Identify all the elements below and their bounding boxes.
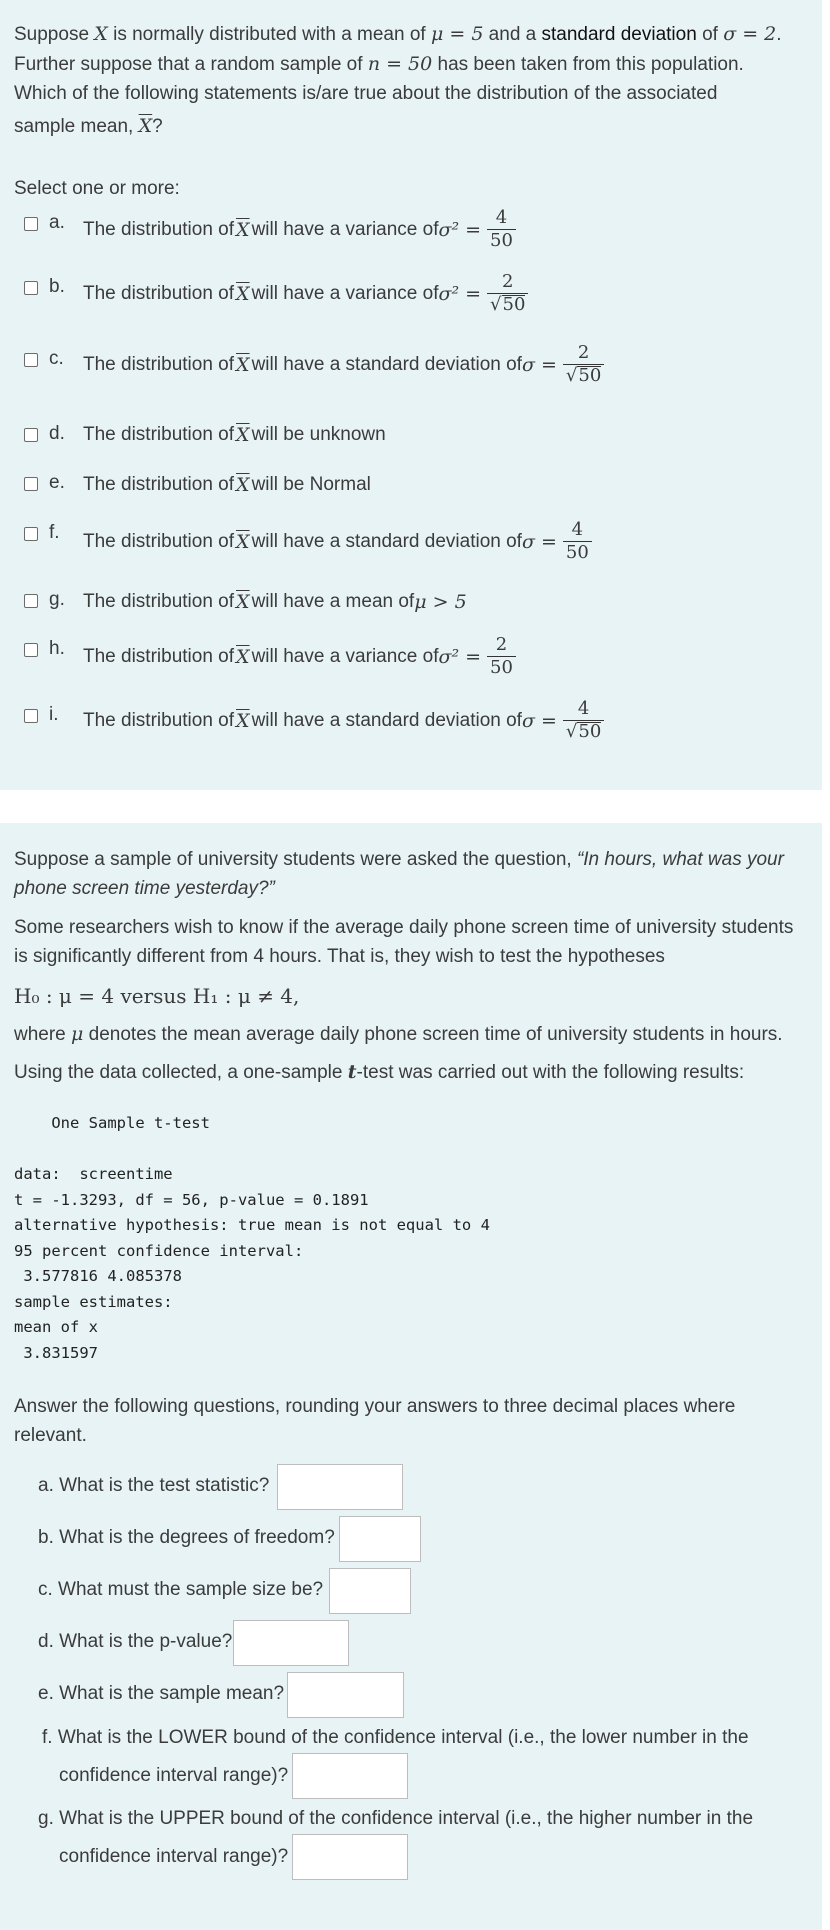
option-a-letter: a. (49, 212, 65, 233)
r-output-line: alternative hypothesis: true mean is not equal to 4 (14, 1216, 490, 1234)
part-e-label: e. What is the sample mean? (38, 1683, 285, 1704)
part-b-label: b. What is the degrees of freedom? (38, 1527, 335, 1548)
option-a-checkbox[interactable] (24, 217, 38, 231)
r-output-line: 95 percent confidence interval: (14, 1241, 304, 1260)
option-a-text[interactable]: The distribution of $\overline{X}$ will have a variance of σ² = $\frac{4}{50}$ (83, 207, 516, 252)
option-d-text[interactable]: The distribution of $\overline{X}$ will be unknown (83, 424, 386, 446)
part-c-label: c. What must the sample size be? (38, 1579, 324, 1600)
option-g-text[interactable]: The distribution of $\overline{X}$ will have a mean of μ > 5 (83, 591, 467, 613)
r-output-line: t = -1.3293, df = 56, p-value = 0.1891 (14, 1190, 369, 1209)
select-instruction: Select one or more: (14, 178, 180, 199)
question-2-para2-line-2: is significantly different from 4 hours. That is, they wish to test the hypotheses (14, 946, 665, 967)
question-1-card (0, 0, 822, 790)
sample-mean-input[interactable] (287, 1672, 404, 1718)
option-b-text[interactable]: The distribution of $\overline{X}$ will have a variance of σ² = $\frac{2}{√50}$ (83, 271, 528, 316)
question-2-intro-line-1: Suppose a sample of university students were asked the question, “In hours, what was your (14, 849, 784, 870)
question-2-para2-line-1: Some researchers wish to know if the average daily phone screen time of university students (14, 917, 794, 938)
p-value-input[interactable] (233, 1620, 349, 1666)
option-e-text[interactable]: The distribution of $\overline{X}$ will be Normal (83, 474, 371, 496)
fraction-h: $\frac{2}{50}$ (487, 634, 516, 679)
option-c-letter: c. (49, 348, 64, 369)
question-1-stem-line-3: Which of the following statements is/are true about the distribution of the associated (14, 83, 718, 104)
option-i-letter: i. (49, 704, 59, 725)
sample-size-input[interactable] (329, 1568, 411, 1614)
part-d-label: d. What is the p-value? (38, 1631, 233, 1652)
test-statistic-input[interactable] (277, 1464, 403, 1510)
part-f-label-line-1: f. What is the LOWER bound of the confidence interval (i.e., the lower number in the (42, 1727, 749, 1748)
option-h-text[interactable]: The distribution of $\overline{X}$ will have a variance of σ² = $\frac{2}{50}$ (83, 634, 516, 679)
part-g-label-line-1: g. What is the UPPER bound of the confidence interval (i.e., the higher number in the (38, 1808, 754, 1829)
option-b-letter: b. (49, 276, 65, 297)
option-g-checkbox[interactable] (24, 594, 38, 608)
option-c-text[interactable]: The distribution of $\overline{X}$ will have a standard deviation of σ = $\frac{2}{√50}$ (83, 342, 604, 387)
option-i-checkbox[interactable] (24, 709, 38, 723)
r-output-block (14, 1111, 490, 1366)
part-g-label-line-2: confidence interval range)? (59, 1846, 289, 1867)
option-h-checkbox[interactable] (24, 643, 38, 657)
option-i-text[interactable]: The distribution of $\overline{X}$ will have a standard deviation of σ = $\frac{4}{√50}$ (83, 698, 604, 743)
question-2-card (0, 823, 822, 1930)
option-f-letter: f. (49, 522, 60, 543)
r-output-line: 3.577816 4.085378 (14, 1267, 182, 1285)
fraction-a: $\frac{4}{50}$ (487, 207, 516, 252)
option-c-checkbox[interactable] (24, 353, 38, 367)
r-output-line: One Sample t-test (14, 1114, 210, 1132)
fraction-c: $\frac{2}{√50}$ (563, 342, 604, 387)
option-g-letter: g. (49, 589, 65, 610)
where-line: where μ denotes the mean average daily phone screen time of university students in hours. (14, 1023, 783, 1045)
option-d-letter: d. (49, 423, 65, 444)
option-f-checkbox[interactable] (24, 527, 38, 541)
degrees-of-freedom-input[interactable] (339, 1516, 421, 1562)
part-f-label-line-2: confidence interval range)? (59, 1765, 289, 1786)
using-line: Using the data collected, a one-sample t-test was carried out with the following results: (14, 1061, 745, 1083)
question-2-intro-line-2: phone screen time yesterday?” (14, 878, 275, 899)
question-1-stem-line-2: Further suppose that a random sample of n = 50 has been taken from this population. (14, 53, 744, 75)
answer-intro-line-1: Answer the following questions, rounding your answers to three decimal places where (14, 1396, 736, 1417)
option-e-letter: e. (49, 472, 65, 493)
part-a-label: a. What is the test statistic? (38, 1475, 270, 1496)
hypotheses: H₀ : μ = 4 versus H₁ : μ ≠ 4, (14, 984, 300, 1008)
r-output-line: 3.831597 (14, 1343, 98, 1362)
question-1-stem-line-1: Suppose X is normally distributed with a mean of μ = 5 and a standard deviation of σ = 2. (14, 23, 782, 45)
fraction-i: $\frac{4}{√50}$ (563, 698, 604, 743)
fraction-b: $\frac{2}{√50}$ (487, 271, 528, 316)
fraction-f: $\frac{4}{50}$ (563, 519, 592, 564)
question-1-stem-line-4: sample mean, $\overline{X}$? (14, 115, 163, 137)
option-h-letter: h. (49, 638, 65, 659)
r-output-line: data: screentime (14, 1165, 173, 1183)
option-d-checkbox[interactable] (24, 428, 38, 442)
option-b-checkbox[interactable] (24, 281, 38, 295)
answer-intro-line-2: relevant. (14, 1425, 87, 1446)
upper-bound-input[interactable] (292, 1834, 408, 1880)
option-e-checkbox[interactable] (24, 477, 38, 491)
option-f-text[interactable]: The distribution of $\overline{X}$ will have a standard deviation of σ = $\frac{4}{50}$ (83, 519, 592, 564)
r-output-line: mean of x (14, 1318, 98, 1336)
r-output-line: sample estimates: (14, 1292, 173, 1311)
lower-bound-input[interactable] (292, 1753, 408, 1799)
